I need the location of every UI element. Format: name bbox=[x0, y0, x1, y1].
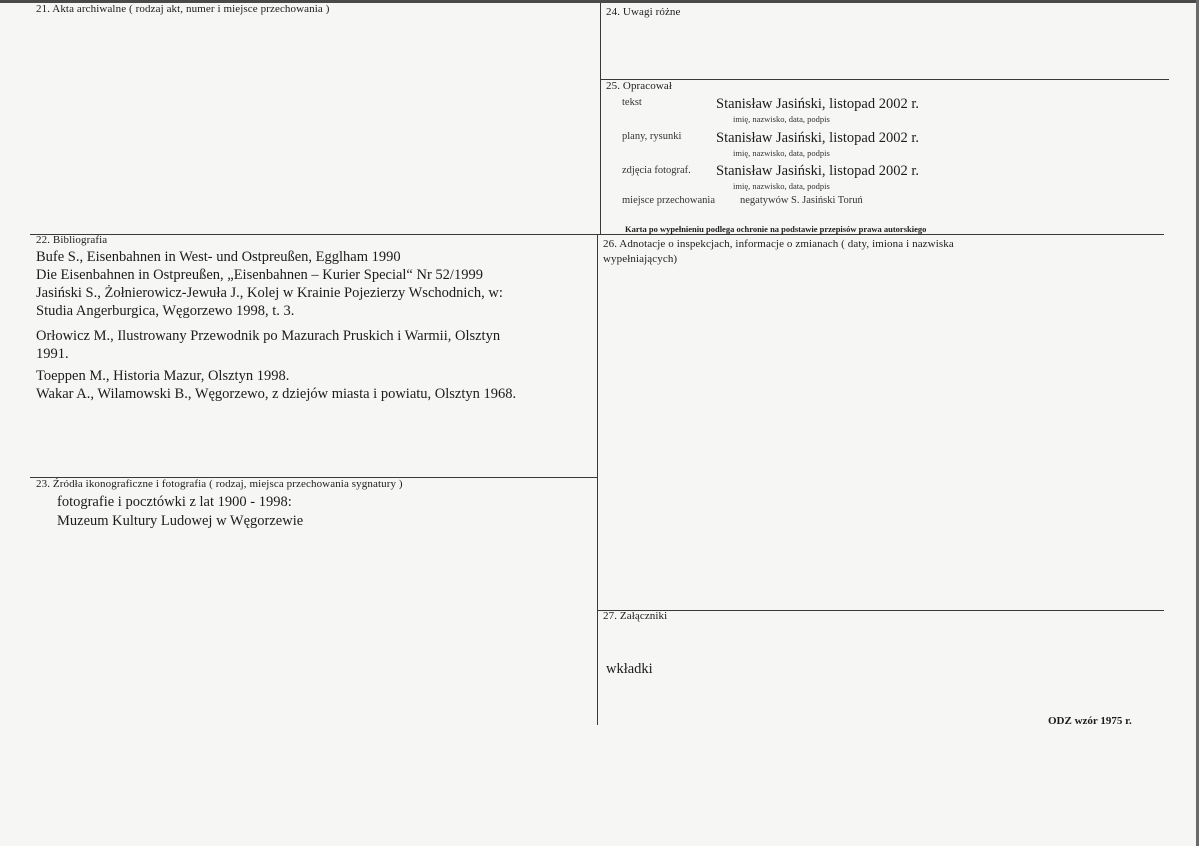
bibliography-entry: Bufe S., Eisenbahnen in West- und Ostpreußen, Egglham 1990 bbox=[36, 249, 401, 265]
divider-25-26 bbox=[598, 234, 1164, 235]
credit-caption-text: imię, nazwisko, data, podpis bbox=[733, 114, 830, 124]
credit-value-text: Stanisław Jasiński, listopad 2002 r. bbox=[716, 96, 919, 112]
credit-key-text: tekst bbox=[622, 97, 642, 108]
section-24-label: 24. Uwagi różne bbox=[606, 6, 681, 18]
section-22-label: 22. Bibliografia bbox=[36, 234, 108, 246]
center-divider bbox=[600, 3, 601, 235]
bibliography-entry: Orłowicz M., Ilustrowany Przewodnik po Mazurach Pruskich i Warmii, Olsztyn bbox=[36, 328, 501, 344]
negatives-key: miejsce przechowania bbox=[622, 195, 715, 206]
section-26-label: 26. Adnotacje o inspekcjach, informacje o zmianach ( daty, imiona i nazwiska bbox=[603, 238, 954, 250]
bibliography-entry: Wakar A., Wilamowski B., Węgorzewo, z dziejów miasta i powiatu, Olsztyn 1968. bbox=[36, 386, 517, 402]
divider-26-27 bbox=[598, 610, 1164, 611]
credit-caption-plans: imię, nazwisko, data, podpis bbox=[733, 148, 830, 158]
bibliography-entry: 1991. bbox=[36, 346, 69, 362]
form-template-id: ODZ wzór 1975 r. bbox=[1048, 715, 1132, 727]
credit-value-plans: Stanisław Jasiński, listopad 2002 r. bbox=[716, 130, 919, 146]
center-divider-lower bbox=[597, 235, 598, 725]
section-23-label: 23. Źródła ikonograficzne i fotografia ( rodzaj, miejsca przechowania sygnatury ) bbox=[36, 478, 403, 490]
section-27-label: 27. Załączniki bbox=[603, 610, 668, 622]
divider-21-22 bbox=[30, 234, 598, 235]
iconography-entry: Muzeum Kultury Ludowej w Węgorzewie bbox=[57, 513, 304, 529]
bibliography-entry: Jasiński S., Żołnierowicz-Jewuła J., Kolej w Krainie Pojezierzy Wschodnich, w: bbox=[36, 285, 503, 301]
section-21-label: 21. Akta archiwalne ( rodzaj akt, numer i miejsce przechowania ) bbox=[36, 3, 330, 15]
section-25-label: 25. Opracował bbox=[606, 80, 673, 92]
credit-caption-photos: imię, nazwisko, data, podpis bbox=[733, 181, 830, 191]
credit-value-photos: Stanisław Jasiński, listopad 2002 r. bbox=[716, 163, 919, 179]
iconography-entry: fotografie i pocztówki z lat 1900 - 1998: bbox=[57, 494, 292, 510]
section-26-label-cont: wypełniających) bbox=[603, 253, 678, 265]
bibliography-entry: Toeppen M., Historia Mazur, Olsztyn 1998. bbox=[36, 368, 290, 384]
copyright-note: Karta po wypełnieniu podlega ochronie na podstawie przepisów prawa autorskiego bbox=[625, 224, 927, 234]
credit-key-photos: zdjęcia fotograf. bbox=[622, 165, 691, 176]
attachments-value: wkładki bbox=[606, 661, 653, 677]
bibliography-entry: Die Eisenbahnen in Ostpreußen, „Eisenbahnen – Kurier Special“ Nr 52/1999 bbox=[36, 267, 483, 283]
bibliography-entry: Studia Angerburgica, Węgorzewo 1998, t. 3. bbox=[36, 303, 295, 319]
credit-key-plans: plany, rysunki bbox=[622, 131, 682, 142]
divider-24-25 bbox=[601, 79, 1169, 80]
negatives-value: negatywów S. Jasiński Toruń bbox=[740, 195, 863, 206]
